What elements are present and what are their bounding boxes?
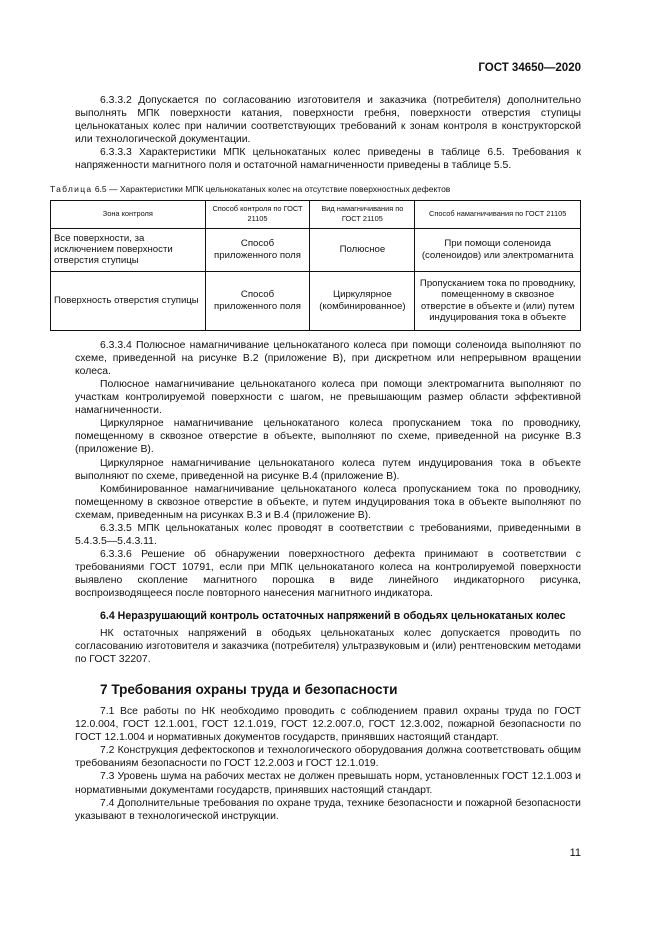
paragraph: Циркулярное намагничивание цельнокатаного колеса пропусканием тока по проводнику, помещенному в сквозное отверстие в объекте, выполняют по схеме, приведенной на рисунке В.3 (приложение В).: [75, 418, 581, 456]
table-row: [51, 271, 581, 330]
section-heading-6-4: 6.4 Неразрушающий контроль остаточных напряжений в ободьях цельнокатаных колес: [100, 609, 566, 622]
paragraph: Полюсное намагничивание цельнокатаного колеса при помощи электромагнита выполняют по участкам контролируемой поверхности с шагом, не превышающим размер области эффективной намагниченности.: [75, 378, 581, 417]
paragraph: 6.3.3.6 Решение об обнаружении поверхностного дефекта принимают в соответствии с требованиями ГОСТ 10791, если при МПК цельнокатаного колеса на контролируемой поверхности выявлено скопление магнитного порошка в виде линейного индикаторного рисунка, воспроизводящееся после повторного нанесения магнитного индикатора.: [75, 549, 581, 600]
table-cell: Все поверхности, за исключением поверхности отверстия ступицы: [51, 228, 206, 271]
paragraph: 7.3 Уровень шума на рабочих местах не должен превышать норм, установленных ГОСТ 12.1.003 и нормативными документами государств, принявших настоящий стандарт.: [75, 771, 581, 796]
table-cell: Способ приложенного поля: [205, 271, 310, 330]
paragraph: 6.3.3.4 Полюсное намагничивание цельнокатаного колеса при помощи соленоида выполняют по схеме, приведенной на рисунке В.2 (приложение В), при дискретном или непрерывном вращении колеса.: [75, 339, 581, 377]
document-code: ГОСТ 34650—2020: [478, 62, 581, 74]
page-content: [50, 94, 581, 823]
table-cell: Пропусканием тока по проводнику, помещенному в сквозное отверстие в объекте и (или) путем индуцирования тока в объекте: [415, 271, 581, 330]
table-cell: При помощи соленоида (соленоидов) или электромагнита: [415, 228, 581, 271]
table-cell: Поверхность отверстия ступицы: [51, 271, 206, 330]
table-row: [51, 228, 581, 271]
table-caption-prefix: Таблица: [50, 183, 93, 194]
paragraph: 7.1 Все работы по НК необходимо проводить с соблюдением правил охраны труда по ГОСТ 12.0.004, ГОСТ 12.1.001, ГОСТ 12.1.019, ГОСТ 12.2.007.0, ГОСТ 12.3.002, пожарной безопасности по ГОСТ 12.1.004 и нормативных документов государств, принявших настоящий стандарт.: [75, 706, 581, 744]
table-header-cell: Способ намагничивания по ГОСТ 21105: [415, 200, 581, 228]
paragraph: 6.3.3.5 МПК цельнокатаных колес проводят в соответствии с требованиями, приведенными в 5.4.3.5—5.4.3.11.: [75, 522, 581, 548]
table-cell: Способ приложенного поля: [205, 228, 310, 271]
table-cell: Циркулярное (комбинированное): [310, 271, 415, 330]
paragraph: 7.2 Конструкция дефектоскопов и технологического оборудования должна соответствовать общим требованиям безопасности по ГОСТ 12.2.003 и ГОСТ 12.1.019.: [75, 745, 581, 770]
paragraph: Комбинированное намагничивание цельнокатаного колеса пропусканием тока по проводнику, помещенному в сквозное отверстие в объекте, и путем индуцирования тока в объекте выполняют по схемам, приведенным на рисунках В.3 и В.4 (приложение В).: [75, 483, 581, 521]
page-number: 11: [569, 847, 581, 859]
paragraph: 6.3.3.2 Допускается по согласованию изготовителя и заказчика (потребителя) дополнительно выполнять МПК поверхности катания, поверхности гребня, поверхности отверстия ступицы цельнокатаных колес при наличии соответствующих требований к зонам контроля в конструкторской или технологической документации.: [75, 95, 581, 146]
section-heading-7: 7 Требования охраны труда и безопасности: [100, 681, 398, 697]
table-header-row: [51, 200, 581, 228]
paragraph: 6.3.3.3 Характеристики МПК цельнокатаных колес приведены в таблице 6.5. Требования к напряженности магнитного поля и остаточной намагниченности приведены в таблице 5.5.: [75, 147, 581, 172]
table-cell: Полюсное: [310, 228, 415, 271]
paragraph: Циркулярное намагничивание цельнокатаного колеса путем индуцирования тока в объекте выполняют по схеме, приведенной на рисунке В.4 (приложение В).: [75, 457, 581, 482]
paragraph: НК остаточных напряжений в ободьях цельнокатаных колес допускается проводить по согласованию изготовителя и заказчика (потребителя) ультразвуковым и (или) рентгеновским методами по ГОСТ 32207.: [75, 627, 581, 665]
table-header-cell: Зона контроля: [51, 200, 206, 228]
table-caption: [50, 183, 581, 196]
table-header-cell: Вид намагничивания по ГОСТ 21105: [310, 200, 415, 228]
table-header-cell: Способ контроля по ГОСТ 21105: [205, 200, 310, 228]
paragraph: 7.4 Дополнительные требования по охране труда, технике безопасности и пожарной безопасности указывают в технологической инструкции.: [75, 797, 581, 822]
characteristics-table: [50, 200, 581, 331]
table-caption-text: 6.5 — Характеристики МПК цельнокатаных колес на отсутствие поверхностных дефектов: [94, 183, 451, 194]
